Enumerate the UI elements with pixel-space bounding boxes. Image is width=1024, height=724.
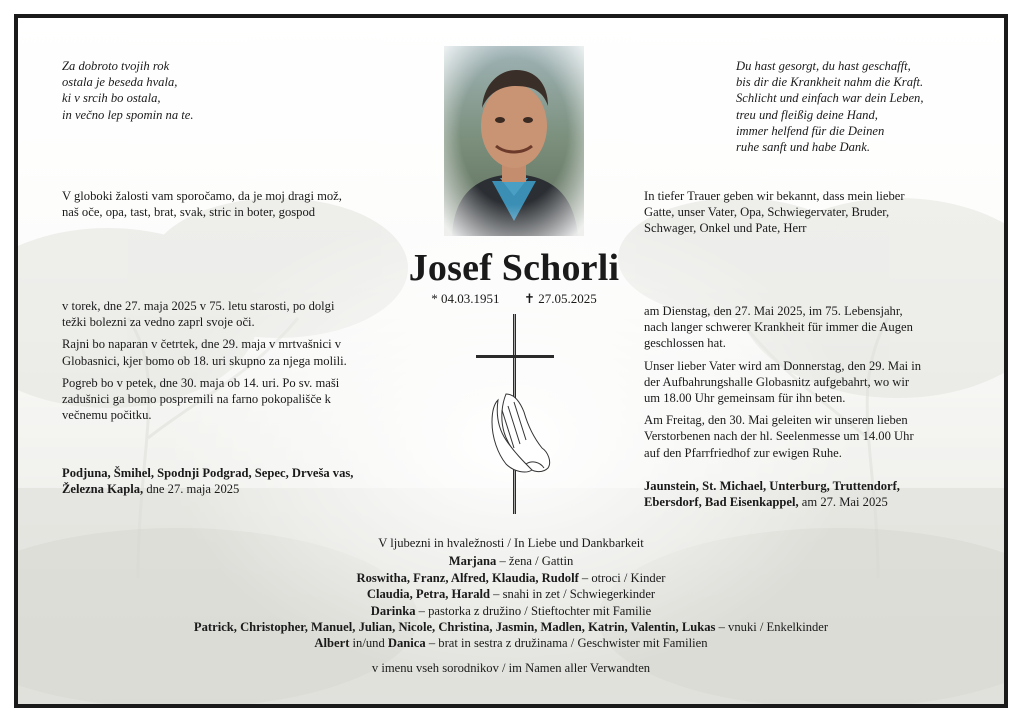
family-closing: v imenu vseh sorodnikov / im Namen aller Verwandten: [371, 660, 651, 675]
family-relation: – pastorka z družino / Stieftochter mit Familie: [415, 603, 652, 618]
family-conjunction: in/und: [349, 636, 388, 651]
family-row: [18, 553, 1004, 569]
portrait-photo: [444, 46, 584, 236]
praying-hands-icon: [492, 394, 550, 472]
family-names: Roswitha, Franz, Alfred, Klaudia, Rudolf: [356, 570, 579, 585]
body-line: auf den Pfarrfriedhof zur ewigen Ruhe.: [644, 445, 842, 460]
body-line: Rajni bo naparan v četrtek, dne 29. maja v mrtvašnici v: [62, 337, 342, 352]
family-heading: V ljubezni in hvaležnosti / In Liebe und Dankbarkeit: [378, 536, 644, 550]
family-row: [18, 619, 1004, 635]
family-relation: – otroci / Kinder: [578, 570, 666, 585]
places-date: am 27. Mai 2025: [798, 495, 888, 510]
intro-line: In tiefer Trauer geben wir bekannt, dass mein lieber: [644, 189, 905, 203]
family-row: [18, 586, 1004, 602]
family-row-siblings: [18, 635, 1004, 651]
intro-slovene: [62, 188, 342, 220]
places-bold: Železna Kapla,: [62, 482, 144, 497]
poem-line: immer helfend für die Deinen: [736, 123, 885, 138]
poem-line: bis dir die Krankheit nahm die Kraft.: [736, 75, 924, 90]
poem-line: Schlicht und einfach war dein Leben,: [736, 91, 924, 106]
body-line: Am Freitag, den 30. Mai geleiten wir unseren lieben: [644, 413, 908, 428]
family-names: Marjana: [448, 554, 497, 569]
body-line: geschlossen hat.: [644, 336, 726, 351]
body-line: der Aufbahrungshalle Globasnitz aufgebahrt, wo wir: [644, 374, 910, 389]
deceased-name: Josef Schorli: [408, 247, 620, 289]
body-line: am Dienstag, den 27. Mai 2025, im 75. Lebensjahr,: [644, 304, 903, 318]
poem-line: ruhe sanft und habe Dank.: [736, 140, 870, 155]
intro-line: naš oče, opa, tast, brat, svak, stric in boter, gospod: [62, 205, 316, 220]
poem-line: in večno lep spomin na te.: [62, 107, 194, 122]
body-line: Unser lieber Vater wird am Donnerstag, den 29. Mai in: [644, 358, 922, 373]
body-line: nach langer schwerer Krankheit für immer die Augen: [644, 320, 913, 335]
intro-line: Gatte, unser Vater, Opa, Schwiegervater, Bruder,: [644, 205, 890, 220]
body-line: Globasnici, kjer bomo ob 18. uri skupno za njega molili.: [62, 353, 347, 368]
places-slovene: [62, 465, 402, 497]
family-names: Danica: [387, 636, 426, 651]
poem-line: ostala je beseda hvala,: [62, 75, 178, 90]
family-names: Darinka: [370, 603, 416, 618]
intro-german: [644, 188, 905, 237]
body-line: Pogreb bo v petek, dne 30. maja ob 14. uri. Po sv. maši: [62, 375, 340, 390]
places-date: dne 27. maja 2025: [143, 482, 240, 497]
family-names: Claudia, Petra, Harald: [366, 587, 491, 602]
family-relation: – vnuki / Enkelkinder: [715, 620, 829, 635]
death-date: ✝ 27.05.2025: [524, 291, 597, 306]
places-line: Podjuna, Šmihel, Spodnji Podgrad, Sepec, Drveša vas,: [62, 466, 354, 480]
places-bold: Ebersdorf, Bad Eisenkappel,: [644, 495, 799, 510]
poem-line: ki v srcih bo ostala,: [62, 91, 161, 106]
body-line: večnemu počitku.: [62, 408, 152, 423]
family-list: [18, 535, 1004, 676]
poem-german: [736, 58, 923, 155]
body-german: [644, 303, 974, 461]
family-relation: – snahi in zet / Schwiegerkinder: [490, 587, 656, 602]
body-line: težki bolezni za vedno zaprl svoje oči.: [62, 315, 255, 330]
intro-line: V globoki žalosti vam sporočamo, da je moj dragi mož,: [62, 189, 342, 203]
family-relation: – žena / Gattin: [496, 554, 574, 569]
cross-icon: [474, 314, 556, 514]
obituary-card: [14, 14, 1008, 708]
poem-line: Du hast gesorgt, du hast geschafft,: [736, 59, 911, 73]
poem-slovene: [62, 58, 194, 123]
places-german: [644, 478, 984, 510]
family-names: Patrick, Christopher, Manuel, Julian, Nicole, Christina, Jasmin, Madlen, Katrin, Valentin, Lukas: [193, 620, 716, 635]
body-line: Verstorbenen nach der hl. Seelenmesse um 14.00 Uhr: [644, 429, 914, 444]
body-line: um 18.00 Uhr gemeinsam für ihn beten.: [644, 391, 846, 406]
family-row: [18, 603, 1004, 619]
poem-line: Za dobroto tvojih rok: [62, 59, 170, 73]
body-line: v torek, dne 27. maja 2025 v 75. letu starosti, po dolgi: [62, 299, 335, 313]
family-relation: – brat in sestra z družinama / Geschwister mit Familien: [425, 636, 708, 651]
poem-line: treu und fleißig deine Hand,: [736, 107, 878, 122]
body-slovene: [62, 298, 392, 423]
places-line: Jaunstein, St. Michael, Unterburg, Truttendorf,: [644, 479, 900, 493]
intro-line: Schwager, Onkel und Pate, Herr: [644, 221, 807, 236]
body-line: zadušnici ga bomo pospremili na farno pokopališče k: [62, 392, 331, 407]
life-dates: [414, 291, 614, 307]
family-row: [18, 570, 1004, 586]
birth-date: * 04.03.1951: [431, 291, 500, 306]
family-names: Albert: [314, 636, 350, 651]
